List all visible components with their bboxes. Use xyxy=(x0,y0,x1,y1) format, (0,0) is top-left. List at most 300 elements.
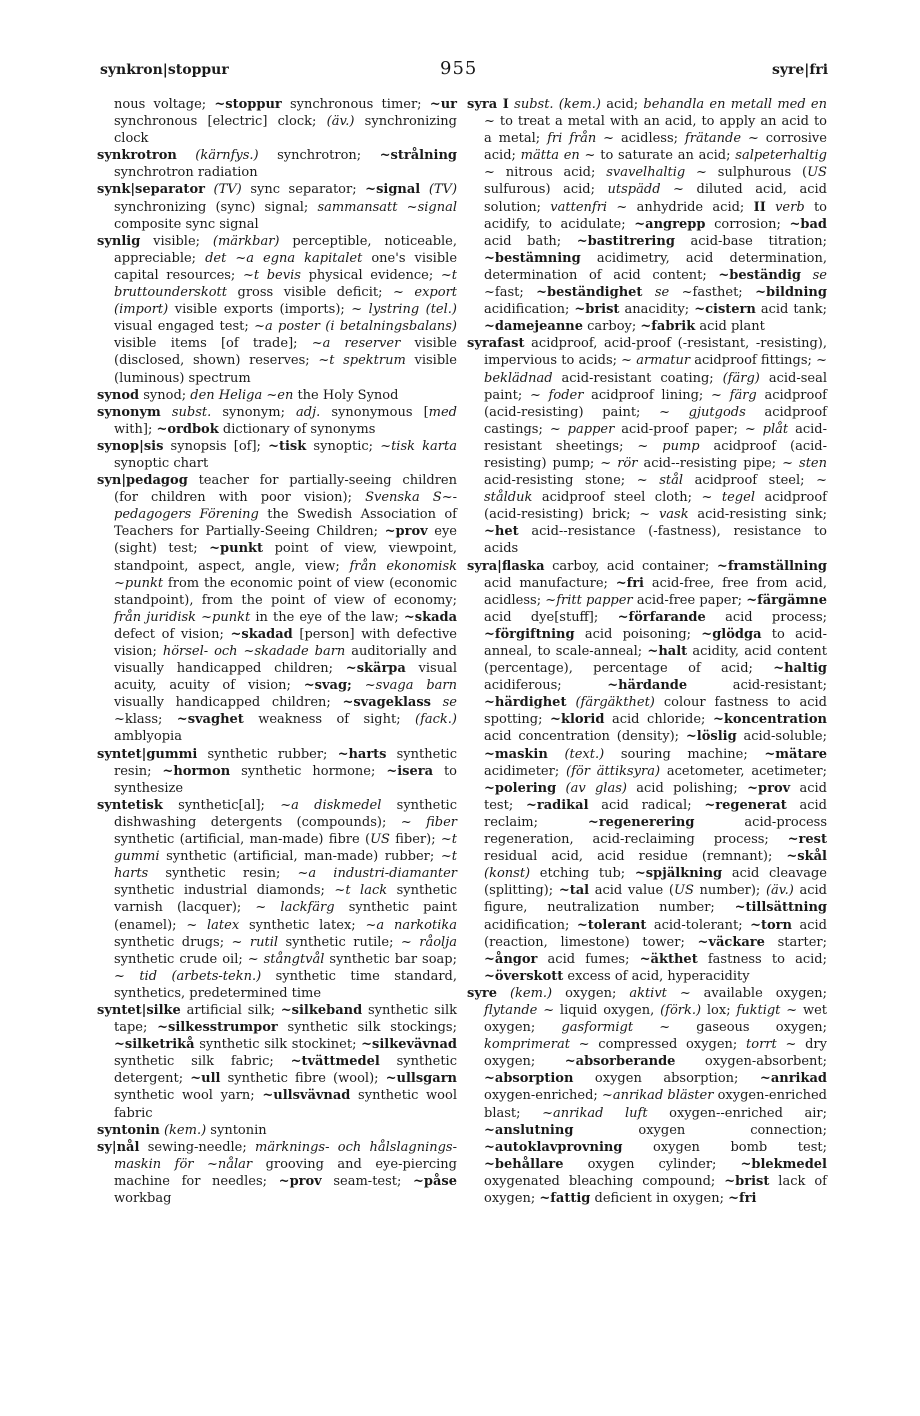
entry-headword: syntonin xyxy=(97,1122,160,1138)
entry-text xyxy=(497,986,510,1001)
entry-headword: ~skadad xyxy=(230,626,293,642)
dictionary-entry xyxy=(467,96,827,335)
entry-headword: ~fri xyxy=(728,1191,757,1206)
entry-headword: ~färgämne xyxy=(746,592,828,608)
entry-italic: se xyxy=(654,285,670,301)
entry-text: eye (sight) test; xyxy=(114,524,457,557)
entry-text: [person] with defective vision; xyxy=(114,626,457,659)
entry-text: acidproof steel; xyxy=(683,473,817,489)
entry-headword: syntetisk xyxy=(97,797,163,813)
entry-text: from the economic point of view (economic standpoint), from the point of view of economy; xyxy=(114,575,457,608)
entry-headword: ~autoklavprovning xyxy=(484,1139,623,1155)
entry-headword: ~ullsgarn xyxy=(385,1071,457,1087)
entry-text: visually handicapped children; xyxy=(114,695,343,711)
entry-text: in the eye of the law; xyxy=(250,609,404,625)
entry-headword: syra|flaska xyxy=(467,558,545,574)
entry-text: synthetic bar soap; xyxy=(324,951,457,967)
entry-text: oxygen connection; xyxy=(573,1122,827,1138)
entry-text: seam-test; xyxy=(321,1173,414,1189)
entry-text: acid-free, free from acid, acidless; xyxy=(484,575,827,608)
entry-italic: frätande ~ xyxy=(684,131,759,147)
page-number: 955 xyxy=(440,58,478,79)
entry-text: acid polishing; xyxy=(626,780,748,796)
entry-italic: ~t bruttounderskott xyxy=(114,267,458,301)
entry-headword: ~silketrikå xyxy=(114,1037,195,1053)
entry-italic: ~ råolja xyxy=(400,934,457,950)
entry-headword: ~maskin xyxy=(484,746,548,762)
entry-text: teacher for partially-seeing children (for children with poor vision); xyxy=(114,473,457,506)
entry-text: synthetic silk stockinet; xyxy=(194,1037,362,1053)
entry-text: fastness to acid; xyxy=(697,951,827,967)
entry-text xyxy=(177,148,195,163)
entry-headword: ~bad xyxy=(789,216,827,232)
entry-text: liquid oxygen, xyxy=(554,1002,661,1018)
entry-headword: ~angrepp xyxy=(634,216,706,232)
entry-text: synchronous timer; xyxy=(281,97,430,112)
entry-italic: det ~a egna kapitalet xyxy=(205,250,363,266)
entry-text: synopsis [of]; xyxy=(163,438,269,454)
entry-italic: ~a diskmedel xyxy=(280,797,382,813)
entry-italic: gasformigt ~ xyxy=(561,1020,671,1036)
entry-italic: ~ gjutgods xyxy=(659,404,746,420)
entry-text: acidproof castings; xyxy=(484,404,827,437)
entry-italic: ~ plåt xyxy=(744,421,789,437)
entry-headword: ~het xyxy=(484,524,519,540)
entry-text: visual engaged test; xyxy=(114,319,255,335)
entry-headword: syra I xyxy=(467,97,509,112)
entry-text: point of view, viewpoint, standpoint, aspect, angle, view; xyxy=(114,541,457,574)
entry-italic: ~ stål xyxy=(636,473,683,489)
entry-text: acid concentration (density); xyxy=(484,729,686,745)
entry-italic: ~anrikad bläster xyxy=(601,1088,714,1104)
entry-text: nous voltage; xyxy=(114,97,215,112)
entry-text: diluted acid, acid solution; xyxy=(484,182,827,215)
entry-text: synod; xyxy=(139,387,191,403)
entry-headword: ~spjälkning xyxy=(634,866,723,882)
entry-italic: (av glas) xyxy=(565,780,627,796)
entry-italic: ~a narkotika xyxy=(365,917,458,933)
entry-text: acid figure, neutralization number; xyxy=(484,883,827,916)
entry-text: etching tub; xyxy=(530,866,635,882)
entry-text: acid-resistant; xyxy=(687,678,827,694)
entry-text: amblyopia xyxy=(114,729,182,745)
entry-italic: ~t spektrum xyxy=(318,353,406,369)
entry-italic: ~ sten xyxy=(782,455,827,471)
entry-headword: ~absorberande xyxy=(564,1054,676,1070)
entry-text: visible (disclosed, shown) reserves; xyxy=(114,336,457,369)
entry-text: oxygen-enriched; xyxy=(484,1088,602,1104)
entry-text: acid-resistant coating; xyxy=(552,370,723,386)
entry-italic: ~fritt papper xyxy=(545,592,633,608)
entry-text: synthetic wool yarn; xyxy=(114,1088,263,1104)
entry-italic: (kem.) xyxy=(163,1122,207,1138)
entry-text: synoptic; xyxy=(306,438,381,454)
entry-italic: ~ färg xyxy=(711,387,757,403)
entry-italic: den Heliga ~en xyxy=(190,387,294,403)
entry-headword: ~regenerering xyxy=(587,814,695,830)
entry-italic: torrt ~ xyxy=(746,1037,797,1053)
entry-text: sewing-needle; xyxy=(139,1139,256,1155)
entry-italic: ~anrikad luft xyxy=(542,1105,648,1121)
entry-headword: ~isera xyxy=(386,763,434,779)
entry-headword: ~fri xyxy=(615,575,644,591)
entry-headword: ~ur xyxy=(429,97,457,112)
entry-italic: ~ lackfärg xyxy=(255,900,335,916)
entry-italic: ~ pump xyxy=(637,438,700,454)
entry-text xyxy=(205,182,214,197)
entry-text: oxygenated bleaching compound; xyxy=(484,1173,725,1189)
entry-text: synthetic dishwashing detergents (compounds); xyxy=(114,797,457,830)
entry-text: visual acuity, acuity of vision; xyxy=(114,661,458,694)
entry-italic: Svenska S~-pedagogers Förening xyxy=(114,490,457,523)
entry-headword: synk|separator xyxy=(97,182,205,198)
entry-text: synthetic silk stockings; xyxy=(277,1020,457,1036)
entry-text: synchronizing (sync) signal; xyxy=(114,199,318,215)
entry-text: acid dye[stuff]; xyxy=(484,609,618,625)
entry-text: acid--resisting pipe; xyxy=(637,455,783,471)
entry-text: synthetic silk fabric; xyxy=(114,1054,291,1070)
entry-headword: ~bildning xyxy=(755,285,827,301)
entry-headword: ~väckare xyxy=(697,934,765,950)
entry-headword: ~regenerat xyxy=(704,797,787,813)
entry-text xyxy=(431,695,443,710)
entry-headword: ~klorid xyxy=(550,712,605,728)
dictionary-entry xyxy=(97,181,457,232)
entry-text: weakness of sight; xyxy=(243,712,415,728)
entry-italic: ~ beklädnad xyxy=(484,353,827,386)
entry-italic: US xyxy=(807,165,827,181)
entry-italic: ~ lystring (tel.) xyxy=(351,302,457,318)
entry-italic: utspädd ~ xyxy=(607,182,684,198)
entry-text: the Holy Synod xyxy=(293,387,399,403)
entry-headword: syrafast xyxy=(467,336,525,352)
entry-headword: synkrotron xyxy=(97,148,177,164)
entry-text: synthetic drugs; xyxy=(114,934,232,950)
entry-text: acid-seal paint; xyxy=(484,370,827,403)
entry-italic: (förk.) xyxy=(660,1002,702,1018)
entry-headword: ~fattig xyxy=(539,1191,591,1206)
entry-text: souring machine; xyxy=(604,746,765,762)
entry-headword: ~brist xyxy=(724,1173,770,1189)
entry-headword: ~prov xyxy=(747,780,791,796)
entry-text: acid radical; xyxy=(588,797,705,813)
left-column xyxy=(97,96,457,1207)
entry-text: available oxygen; xyxy=(690,985,827,1001)
entry-italic: US xyxy=(674,883,694,899)
entry-headword: ~förgiftning xyxy=(484,626,575,642)
entry-headword: ~polering xyxy=(484,780,557,796)
entry-text: ~fasthet; xyxy=(669,285,756,301)
entry-italic: ~t gummi xyxy=(114,832,457,865)
entry-text: acid plant xyxy=(695,319,765,335)
entry-italic: vattenfri ~ xyxy=(550,199,628,215)
entry-headword: ~torn xyxy=(750,917,792,933)
entry-italic: behandla en metall med en ~ xyxy=(484,97,827,130)
entry-headword: syntet|silke xyxy=(97,1002,181,1018)
entry-italic: (konst) xyxy=(484,866,531,882)
entry-text: visible items [of trade]; xyxy=(114,336,312,352)
entry-text: number); xyxy=(693,883,766,899)
entry-text: acid manufacture; xyxy=(484,575,616,591)
entry-headword: ~härdighet xyxy=(484,695,567,711)
entry-italic: ~ tegel xyxy=(701,490,755,506)
dictionary-entry xyxy=(97,797,457,1002)
entry-text: synthetic latex; xyxy=(239,917,366,933)
entry-headword: ~påse xyxy=(413,1173,458,1189)
entry-italic: adj. xyxy=(296,404,321,420)
entry-text: auditorially and visually handicapped children; xyxy=(114,644,457,677)
entry-text: synchrotron; xyxy=(258,148,380,164)
dictionary-entry xyxy=(97,438,457,472)
entry-italic: (äv.) xyxy=(765,883,794,899)
dictionary-entry xyxy=(97,1139,457,1207)
entry-text: acid chloride; xyxy=(604,712,713,728)
entry-headword: ~behållare xyxy=(484,1156,564,1172)
entry-text: synthetic detergent; xyxy=(114,1054,457,1087)
entry-italic: (fack.) xyxy=(415,712,457,728)
entry-text: acidimeter; xyxy=(484,763,567,779)
entry-italic: se xyxy=(812,267,827,283)
entry-text: grooving and eye-piercing machine for needles; xyxy=(114,1156,457,1189)
entry-headword: ~tisk xyxy=(268,438,307,454)
entry-headword: ~strålning xyxy=(379,148,457,164)
entry-italic: salpeterhaltig ~ xyxy=(484,148,827,181)
entry-text: oxygen cylinder; xyxy=(563,1156,741,1172)
entry-text: one's visible capital resources; xyxy=(114,250,458,283)
entry-text: synthetic resin; xyxy=(114,746,457,779)
entry-headword: ~förfarande xyxy=(617,609,706,625)
entry-text: sync separator; xyxy=(241,182,366,198)
entry-headword: ~fabrik xyxy=(640,319,696,335)
dictionary-entry xyxy=(467,558,827,985)
entry-headword: ~silkevävnad xyxy=(361,1037,457,1053)
entry-text: ~klass; xyxy=(114,712,177,728)
entry-headword: ~rest xyxy=(787,832,827,848)
entry-text: acidimetry, acid determination, determination of acid content; xyxy=(484,250,827,283)
entry-text: acid tank; xyxy=(755,302,827,318)
entry-text: acid value ( xyxy=(589,883,674,899)
entry-text: acid-resistant sheetings; xyxy=(484,421,828,454)
entry-italic: subst. (kem.) xyxy=(514,97,601,112)
entry-headword: ~skada xyxy=(403,609,458,625)
entry-italic: mätta en ~ xyxy=(520,148,596,164)
entry-headword: ~härdande xyxy=(607,678,688,694)
entry-text: to acidify, to acidulate; xyxy=(484,199,828,232)
entry-italic: (för ättiksyra) xyxy=(566,763,661,779)
entry-text: gaseous oxygen; xyxy=(670,1020,828,1036)
entry-text: visible (luminous) spectrum xyxy=(114,353,457,386)
entry-italic: (TV) xyxy=(428,182,458,198)
entry-text xyxy=(801,268,813,283)
entry-italic: ~a reserver xyxy=(311,336,401,352)
entry-text: acidproof, acid-proof (-resistant, -resisting), impervious to acids; xyxy=(484,336,827,369)
entry-text: oxygen absorption; xyxy=(573,1071,760,1087)
entry-italic: hörsel- och ~skadade barn xyxy=(162,644,346,659)
entry-headword: ~ullsvävnad xyxy=(262,1088,351,1104)
entry-text: acid reclaim; xyxy=(484,797,828,830)
entry-italic: ~a industri-diamanter xyxy=(297,866,457,882)
dictionary-entry xyxy=(97,96,457,147)
entry-text: acid-free paper; xyxy=(632,592,747,608)
entry-italic: ~t harts xyxy=(114,849,457,882)
entry-headword: ~haltig xyxy=(773,661,827,677)
entry-italic: fuktigt ~ xyxy=(736,1002,798,1018)
entry-headword: sy|nål xyxy=(97,1139,140,1155)
entry-italic: från ekonomisk ~punkt xyxy=(114,558,457,591)
entry-headword: ~damejeanne xyxy=(484,319,584,335)
entry-text: wet oxygen; xyxy=(484,1002,827,1036)
entry-headword: ~blekmedel xyxy=(740,1156,827,1172)
entry-text: acid-resisting stone; xyxy=(484,473,637,489)
entry-text xyxy=(420,182,429,197)
entry-text: acid-proof paper; xyxy=(614,421,745,437)
entry-text: synchronous [electric] clock; xyxy=(114,114,327,130)
entry-headword: ~mätare xyxy=(764,746,827,762)
entry-text: synthetic hormone; xyxy=(230,763,387,779)
entry-text: anhydride acid; xyxy=(627,199,754,215)
entry-italic: ~ rör xyxy=(600,455,638,471)
entry-text: visible; xyxy=(140,233,213,249)
entry-text: synoptic chart xyxy=(114,455,209,471)
entry-headword: syre xyxy=(467,985,497,1001)
entry-italic: ~ armatur xyxy=(621,353,691,369)
entry-italic: sammansatt ~signal xyxy=(317,199,457,215)
entry-italic: se xyxy=(442,695,457,711)
entry-italic: (märkbar) xyxy=(212,233,280,249)
entry-italic: fri från ~ xyxy=(547,131,615,147)
entry-text: synonym; xyxy=(211,404,297,420)
entry-text: acidification; xyxy=(484,917,577,933)
entry-text: acid cleavage (splitting); xyxy=(484,866,827,899)
entry-italic: (färgäkthet) xyxy=(575,695,655,711)
entry-text: residual acid, acid residue (remnant); xyxy=(484,849,787,865)
entry-italic: (kem.) xyxy=(509,985,553,1001)
entry-text: corrosive acid; xyxy=(484,131,827,164)
entry-italic: svavelhaltig ~ xyxy=(606,165,707,181)
entry-headword: ~anrikad xyxy=(759,1071,827,1087)
entry-text: to saturate an acid; xyxy=(595,148,736,164)
entry-headword: ~anslutning xyxy=(484,1122,574,1138)
dictionary-entry xyxy=(97,147,457,181)
entry-text: corrosion; xyxy=(705,216,790,232)
entry-text: oxygen; xyxy=(552,985,630,1001)
entry-text: acidification; xyxy=(484,302,575,318)
entry-headword: II xyxy=(753,199,766,215)
entry-text: acid; xyxy=(601,97,644,112)
entry-headword: ~glödga xyxy=(701,626,762,642)
entry-text: defect of vision; xyxy=(114,626,231,642)
entry-text: perceptible, noticeable, appreciable; xyxy=(114,233,457,266)
entry-headword: ~svaghet xyxy=(176,712,244,728)
entry-italic: flytande ~ xyxy=(484,1002,555,1018)
entry-headword: ~harts xyxy=(337,746,387,762)
entry-text: with]; xyxy=(114,421,157,437)
entry-text: colour fastness to acid spotting; xyxy=(484,695,827,728)
entry-text: anacidity; xyxy=(619,302,695,318)
entry-headword: ~ordbok xyxy=(156,421,219,437)
entry-text: acidiferous; xyxy=(484,678,608,694)
entry-headword: ~silkesstrumpor xyxy=(157,1020,278,1036)
entry-italic: (kärnfys.) xyxy=(195,148,259,164)
entry-italic: ~ export (import) xyxy=(114,285,458,318)
entry-headword: ~skärpa xyxy=(345,661,406,677)
entry-text: oxygen bomb test; xyxy=(622,1139,827,1155)
entry-text: acid-resisting sink; xyxy=(688,507,827,523)
dictionary-entry xyxy=(97,404,457,438)
entry-text: composite sync signal xyxy=(114,216,259,232)
entry-italic: ~t bevis xyxy=(242,267,301,283)
right-column xyxy=(467,96,827,1207)
entry-text: oxygen--enriched air; xyxy=(647,1105,827,1121)
entry-text: acid test; xyxy=(484,780,827,813)
entry-text: synchronizing clock xyxy=(114,114,458,147)
entry-headword: ~cistern xyxy=(694,302,756,318)
entry-text: synonymous [ xyxy=(320,404,429,420)
entry-text: acid-process regeneration, acid-reclaiming process; xyxy=(484,814,828,848)
entry-text: oxygen-absorbent; xyxy=(675,1054,827,1070)
entry-text: acid fumes; xyxy=(537,951,640,967)
entry-text: acid bath; xyxy=(484,233,577,249)
entry-italic: komprimerat ~ xyxy=(484,1037,590,1053)
entry-text: visible exports (imports); xyxy=(168,302,352,318)
entry-italic: verb xyxy=(775,199,805,215)
entry-text: acid (reaction, limestone) tower; xyxy=(484,917,827,950)
entry-italic: ~ foder xyxy=(529,387,584,403)
entry-text xyxy=(556,781,565,796)
entry-italic: ~a poster (i betalningsbalans) xyxy=(254,319,457,335)
entry-text: acid--resistance (-fastness), resistance to acids xyxy=(484,524,827,557)
entry-text: gross visible deficit; xyxy=(226,285,393,301)
entry-headword: ~tal xyxy=(558,883,590,899)
entry-text: sulfurous) acid; xyxy=(484,182,608,198)
entry-text: carboy; xyxy=(583,319,641,335)
entry-text: synthetic industrial diamonds; xyxy=(114,883,335,899)
entry-headword: ~halt xyxy=(647,644,688,659)
dictionary-entry xyxy=(97,387,457,404)
entry-italic: ~ stålduk xyxy=(484,473,827,506)
entry-italic: ~ fiber xyxy=(400,814,457,830)
entry-text: acidity, acid content (percentage), percentage of acid; xyxy=(484,644,827,677)
entry-headword: synod xyxy=(97,387,140,403)
entry-italic: (äv.) xyxy=(326,114,355,130)
entry-headword: ~prov xyxy=(384,524,428,540)
entry-headword: ~ångor xyxy=(484,951,538,967)
entry-italic: ~ stångtvål xyxy=(247,951,325,967)
entry-text: acidproof lining; xyxy=(583,387,712,403)
dictionary-entry xyxy=(467,985,827,1207)
entry-headword: ~skål xyxy=(786,849,827,865)
entry-text: synthetic rutile; xyxy=(278,934,401,950)
right-guideword: syre|fri xyxy=(772,62,829,78)
entry-italic: ~ vask xyxy=(639,507,689,523)
entry-italic: subst. xyxy=(171,404,212,420)
entry-italic: (text.) xyxy=(564,746,605,762)
entry-headword: ~radikal xyxy=(525,797,589,813)
entry-text: acidproof (acid-resisting) paint; xyxy=(484,387,827,420)
entry-text xyxy=(642,285,654,300)
entry-text: acidproof steel cloth; xyxy=(532,490,702,506)
dictionary-entry xyxy=(97,746,457,797)
entry-text: deficient in oxygen; xyxy=(590,1191,729,1206)
entry-text: fiber); xyxy=(389,832,441,848)
entry-text: the Swedish Association of Teachers for Partially-Seeing Children; xyxy=(114,507,457,540)
entry-headword: ~överskott xyxy=(484,968,564,984)
entry-headword: synonym xyxy=(97,404,161,420)
entry-text: synthetic resin; xyxy=(148,866,298,882)
entry-text: acidproof (acid-resisting) brick; xyxy=(484,490,827,523)
entry-text: acidless; xyxy=(614,131,685,147)
entry-text: ~fast; xyxy=(484,285,537,301)
